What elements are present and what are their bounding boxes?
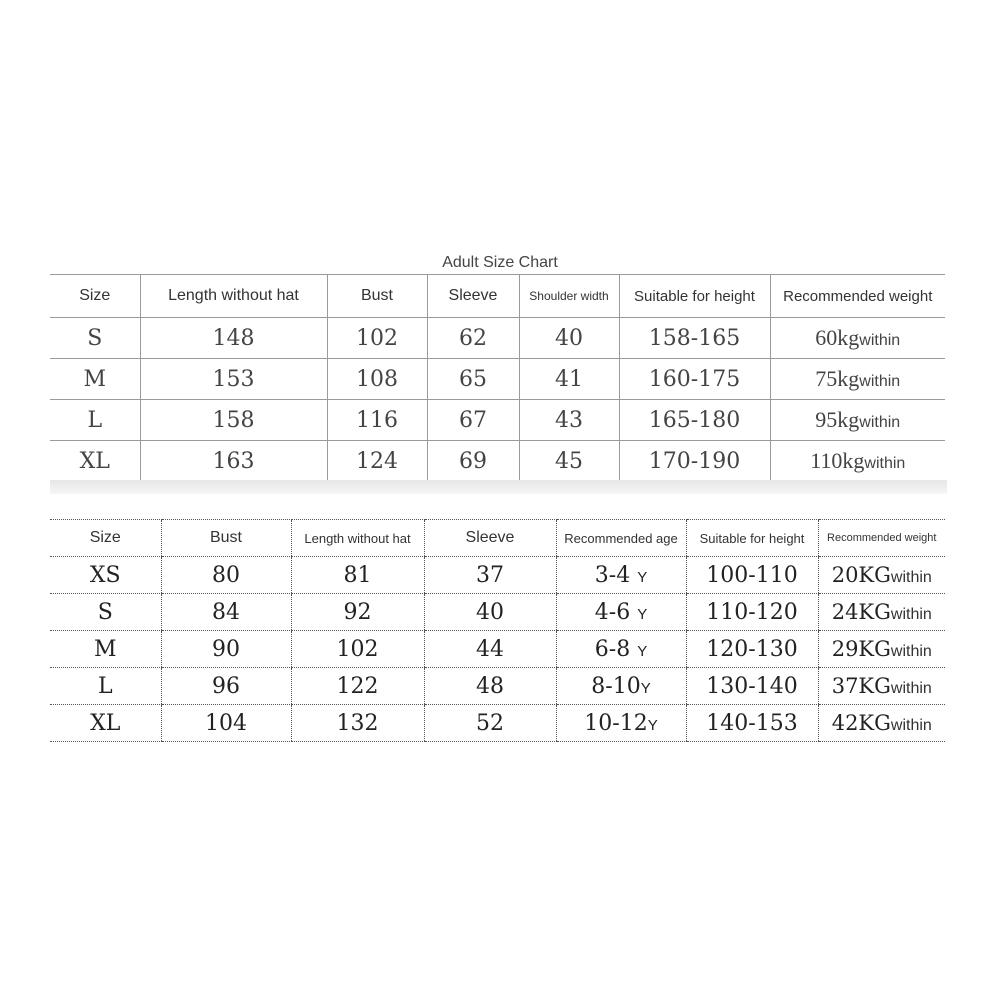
age-value: 6-8	[594, 636, 631, 662]
adult-size-chart-title: Adult Size Chart	[442, 254, 558, 271]
table-header-row	[50, 275, 945, 318]
adult-size-table	[50, 274, 945, 481]
cell-bust: 84	[161, 594, 291, 631]
header-size: Size	[50, 520, 161, 557]
weight-value: 110kg	[810, 448, 865, 473]
table-row	[50, 359, 945, 400]
weight-value: 60kg	[815, 325, 860, 350]
cell-bust: 108	[327, 359, 427, 400]
cell-size: XL	[50, 705, 161, 742]
cell-sleeve: 37	[424, 557, 556, 594]
cell-shoulder: 40	[519, 318, 619, 359]
weight-suffix: within	[890, 605, 932, 623]
weight-suffix: within	[890, 568, 932, 586]
header-bust: Bust	[161, 520, 291, 557]
weight-suffix: within	[864, 455, 906, 472]
divider-shade	[50, 480, 947, 494]
cell-sleeve: 40	[424, 594, 556, 631]
header-size: Size	[50, 275, 140, 318]
cell-bust: 90	[161, 631, 291, 668]
cell-height: 140-153	[686, 705, 818, 742]
age-value: 4-6	[594, 599, 631, 625]
table-row	[50, 594, 945, 631]
cell-weight	[770, 400, 945, 441]
cell-bust: 124	[327, 441, 427, 482]
weight-suffix: within	[859, 332, 901, 349]
weight-value: 20KG	[831, 562, 891, 587]
cell-age	[556, 631, 686, 668]
cell-length: 122	[291, 668, 424, 705]
cell-age	[556, 557, 686, 594]
cell-length: 132	[291, 705, 424, 742]
cell-weight	[818, 557, 945, 594]
age-value: 10-12	[584, 710, 648, 736]
table-row	[50, 557, 945, 594]
weight-value: 37KG	[831, 673, 891, 698]
cell-length: 148	[140, 318, 327, 359]
table-row	[50, 705, 945, 742]
cell-size: XL	[50, 441, 140, 482]
table-row	[50, 631, 945, 668]
cell-size: L	[50, 400, 140, 441]
cell-bust: 102	[327, 318, 427, 359]
age-unit: Y	[647, 716, 658, 734]
cell-size: S	[50, 318, 140, 359]
cell-length: 158	[140, 400, 327, 441]
age-unit: Y	[637, 642, 648, 660]
cell-size: S	[50, 594, 161, 631]
cell-length: 92	[291, 594, 424, 631]
weight-value: 42KG	[831, 710, 891, 735]
weight-suffix: within	[890, 716, 932, 734]
cell-bust: 116	[327, 400, 427, 441]
cell-sleeve: 69	[427, 441, 519, 482]
cell-size: M	[50, 631, 161, 668]
cell-size: L	[50, 668, 161, 705]
age-unit: Y	[640, 679, 651, 697]
weight-value: 29KG	[831, 636, 891, 661]
weight-suffix: within	[859, 414, 901, 431]
header-age: Recommended age	[556, 520, 686, 557]
weight-suffix: within	[890, 642, 932, 660]
cell-height: 120-130	[686, 631, 818, 668]
kids-size-table	[50, 519, 945, 742]
weight-value: 95kg	[815, 407, 860, 432]
cell-length: 102	[291, 631, 424, 668]
cell-shoulder: 45	[519, 441, 619, 482]
cell-weight	[770, 359, 945, 400]
weight-value: 24KG	[831, 599, 891, 624]
cell-sleeve: 65	[427, 359, 519, 400]
cell-age	[556, 705, 686, 742]
cell-age	[556, 594, 686, 631]
cell-weight	[818, 705, 945, 742]
header-length: Length without hat	[291, 520, 424, 557]
header-weight: Recommended weight	[818, 520, 945, 557]
table-header-row	[50, 520, 945, 557]
weight-suffix: within	[859, 373, 901, 390]
header-weight: Recommended weight	[770, 275, 945, 318]
cell-bust: 80	[161, 557, 291, 594]
cell-height: 130-140	[686, 668, 818, 705]
header-length: Length without hat	[140, 275, 327, 318]
cell-size: M	[50, 359, 140, 400]
cell-size: XS	[50, 557, 161, 594]
age-value: 3-4	[594, 562, 631, 588]
cell-sleeve: 62	[427, 318, 519, 359]
header-bust: Bust	[327, 275, 427, 318]
cell-age	[556, 668, 686, 705]
weight-value: 75kg	[815, 366, 860, 391]
cell-shoulder: 43	[519, 400, 619, 441]
header-sleeve: Sleeve	[427, 275, 519, 318]
cell-sleeve: 48	[424, 668, 556, 705]
cell-height: 110-120	[686, 594, 818, 631]
table-row	[50, 400, 945, 441]
cell-weight	[818, 631, 945, 668]
cell-sleeve: 67	[427, 400, 519, 441]
cell-shoulder: 41	[519, 359, 619, 400]
cell-height: 160-175	[619, 359, 770, 400]
cell-length: 163	[140, 441, 327, 482]
cell-sleeve: 52	[424, 705, 556, 742]
age-unit: Y	[637, 605, 648, 623]
cell-sleeve: 44	[424, 631, 556, 668]
header-height: Suitable for height	[686, 520, 818, 557]
header-shoulder: Shoulder width	[519, 275, 619, 318]
cell-length: 81	[291, 557, 424, 594]
cell-bust: 104	[161, 705, 291, 742]
header-sleeve: Sleeve	[424, 520, 556, 557]
age-unit: Y	[637, 568, 648, 586]
cell-height: 170-190	[619, 441, 770, 482]
age-value: 8-10	[591, 673, 641, 699]
cell-weight	[770, 318, 945, 359]
weight-suffix: within	[890, 679, 932, 697]
cell-length: 153	[140, 359, 327, 400]
cell-height: 100-110	[686, 557, 818, 594]
cell-bust: 96	[161, 668, 291, 705]
cell-weight	[770, 441, 945, 482]
cell-height: 158-165	[619, 318, 770, 359]
table-row	[50, 441, 945, 482]
header-height: Suitable for height	[619, 275, 770, 318]
cell-weight	[818, 594, 945, 631]
cell-height: 165-180	[619, 400, 770, 441]
table-row	[50, 668, 945, 705]
cell-weight	[818, 668, 945, 705]
table-row	[50, 318, 945, 359]
